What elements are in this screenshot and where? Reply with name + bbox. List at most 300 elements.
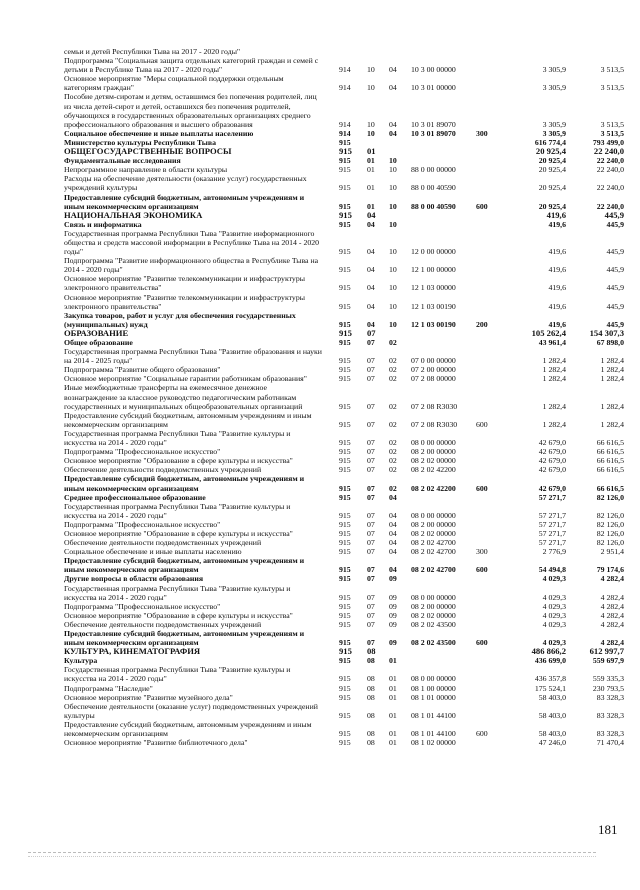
row-admin-code: 915	[339, 656, 351, 666]
row-subsection-code: 10	[389, 183, 397, 193]
row-description: Подпрограмма "Социальная защита отдельных категорий граждан и семей с детьми в Республике Тыва на 2017 - 2020 годы"	[64, 56, 319, 75]
row-section-code: 10	[367, 83, 375, 93]
row-sum-2019: 57 271,7	[538, 538, 566, 548]
row-description: Предоставление субсидий бюджетным, автономным учреждениям и иным некоммерческим организациям	[64, 719, 312, 739]
row-expense-type: 600	[476, 201, 488, 211]
row-subsection-code: 10	[389, 156, 397, 166]
row-target-code: 08 1 01 00000	[411, 692, 456, 702]
row-sum-2019: 42 679,0	[538, 465, 566, 475]
row-sum-2020: 1 282,4	[600, 419, 624, 429]
row-subsection-code: 02	[389, 419, 397, 429]
row-target-code: 07 2 08 R3030	[411, 419, 458, 429]
table-row	[64, 193, 624, 211]
row-target-code: 12 1 03 00190	[411, 301, 456, 311]
row-admin-code: 915	[339, 483, 351, 493]
table-row	[64, 74, 624, 92]
row-sum-2020: 3 513,5	[600, 83, 624, 93]
row-sum-2019: 57 271,7	[538, 510, 566, 520]
row-admin-code: 915	[339, 601, 351, 611]
row-section-code: 07	[367, 538, 375, 548]
row-subsection-code: 09	[389, 601, 397, 611]
row-sum-2019: 54 494,8	[538, 565, 566, 575]
row-admin-code: 915	[339, 301, 351, 311]
row-section-code: 07	[367, 574, 375, 584]
row-subsection-code: 04	[389, 492, 397, 502]
row-target-code: 08 0 00 00000	[411, 510, 456, 520]
table-row	[64, 538, 624, 547]
row-description: Государственная программа Республики Тыва "Развитие образования и науки на 2014 - 2025 годы"	[64, 347, 322, 366]
table-row	[64, 738, 624, 747]
row-target-code: 08 2 02 00000	[411, 610, 456, 620]
table-row	[64, 584, 624, 602]
row-admin-code: 915	[339, 729, 351, 739]
row-target-code: 07 2 08 00000	[411, 374, 456, 384]
row-section-code: 07	[367, 356, 375, 366]
row-sum-2019: 20 925,4	[538, 156, 566, 166]
row-target-code: 08 1 01 44100	[411, 710, 456, 720]
row-sum-2020: 230 793,5	[592, 683, 624, 693]
row-section-code: 04	[367, 301, 375, 311]
row-sum-2019: 419,6	[548, 247, 566, 257]
row-section-code: 04	[367, 219, 375, 229]
row-sum-2019: 486 866,2	[531, 646, 566, 657]
row-subsection-code: 02	[389, 438, 397, 448]
row-description: Основное мероприятие "Социальные гарантии работникам образования"	[64, 374, 307, 384]
row-sum-2020: 445,9	[606, 319, 624, 329]
row-sum-2020: 445,9	[606, 219, 624, 229]
table-row	[64, 156, 624, 165]
row-description: Иные межбюджетные трансферты на ежемесячное денежное вознаграждение за классное руководство педагогическим работникам государственных и муниципальных общеобразовательных организаций	[64, 383, 303, 411]
row-target-code: 07 2 08 R3030	[411, 401, 458, 411]
table-row	[64, 147, 624, 156]
row-subsection-code: 02	[389, 374, 397, 384]
row-description: НАЦИОНАЛЬНАЯ ЭКОНОМИКА	[64, 209, 203, 220]
table-row	[64, 56, 624, 74]
row-admin-code: 914	[339, 119, 351, 129]
row-admin-code: 915	[339, 209, 352, 220]
row-sum-2019: 436 357,8	[534, 674, 566, 684]
row-subsection-code: 01	[389, 729, 397, 739]
table-row	[64, 165, 624, 174]
row-subsection-code: 09	[389, 610, 397, 620]
row-admin-code: 915	[339, 374, 351, 384]
row-sum-2020: 82 126,0	[596, 510, 624, 520]
row-expense-type: 200	[476, 319, 488, 329]
row-section-code: 04	[367, 283, 375, 293]
table-row	[64, 338, 624, 347]
row-sum-2019: 4 029,3	[542, 574, 566, 584]
row-sum-2019: 42 679,0	[538, 438, 566, 448]
row-target-code: 07 2 00 00000	[411, 365, 456, 375]
row-sum-2020: 445,9	[606, 283, 624, 293]
table-row	[64, 502, 624, 520]
row-section-code: 08	[367, 729, 375, 739]
row-sum-2019: 42 679,0	[538, 456, 566, 466]
row-sum-2020: 83 328,3	[596, 692, 624, 702]
row-expense-type: 600	[476, 565, 488, 575]
row-section-code: 07	[367, 327, 376, 338]
row-sum-2020: 22 240,0	[596, 165, 624, 175]
table-row	[64, 547, 624, 556]
row-admin-code: 915	[339, 283, 351, 293]
row-sum-2020: 66 616,5	[596, 438, 624, 448]
row-admin-code: 915	[339, 465, 351, 475]
row-subsection-code: 02	[389, 356, 397, 366]
row-sum-2020: 66 616,5	[596, 447, 624, 457]
row-admin-code: 915	[339, 638, 351, 648]
row-sum-2019: 4 029,3	[542, 592, 566, 602]
row-admin-code: 915	[339, 692, 351, 702]
row-description: Обеспечение деятельности (оказание услуг) подведомственных учреждений культуры	[64, 701, 318, 720]
row-sum-2020: 67 898,0	[596, 338, 624, 347]
row-subsection-code: 04	[389, 547, 397, 557]
row-section-code: 07	[367, 547, 375, 557]
row-section-code: 07	[367, 447, 375, 457]
row-target-code: 88 0 00 00000	[411, 165, 456, 175]
row-admin-code: 915	[339, 619, 351, 629]
row-description: Закупка товаров, работ и услуг для обеспечения государственных (муниципальных) нужд	[64, 310, 296, 329]
row-sum-2019: 42 679,0	[538, 483, 566, 493]
row-admin-code: 915	[339, 419, 351, 429]
row-admin-code: 914	[339, 65, 351, 75]
row-sum-2019: 1 282,4	[542, 356, 566, 366]
row-section-code: 07	[367, 374, 375, 384]
footer-divider	[28, 852, 596, 853]
row-description: Предоставление субсидий бюджетным, автономным учреждениям и иным некоммерческим организациям	[64, 410, 312, 429]
row-admin-code: 915	[339, 319, 351, 329]
row-description: КУЛЬТУРА, КИНЕМАТОГРАФИЯ	[64, 646, 201, 657]
row-sum-2020: 83 328,3	[596, 729, 624, 739]
table-row	[64, 274, 624, 292]
row-sum-2019: 175 524,1	[534, 683, 566, 693]
row-admin-code: 915	[339, 137, 351, 147]
row-description: Государственная программа Республики Тыва "Развитие культуры и искусства на 2014 - 2020 годы"	[64, 583, 291, 602]
row-section-code: 07	[367, 492, 375, 502]
row-description: Министерство культуры Республики Тыва	[64, 137, 216, 147]
row-admin-code: 915	[339, 538, 351, 548]
row-sum-2020: 559 697,9	[592, 656, 624, 666]
row-admin-code: 915	[339, 565, 351, 575]
row-subsection-code: 09	[389, 619, 397, 629]
row-section-code: 07	[367, 465, 375, 475]
table-row	[64, 129, 624, 138]
row-sum-2020: 22 240,0	[596, 156, 624, 166]
row-admin-code: 915	[339, 492, 351, 502]
row-section-code: 04	[367, 247, 375, 257]
table-row	[64, 493, 624, 502]
row-description: Основное мероприятие "Развитие библиотечного дела"	[64, 738, 248, 748]
table-row	[64, 456, 624, 465]
row-description: Основное мероприятие "Образование в сфере культуры и искусства"	[64, 528, 293, 538]
table-row	[64, 693, 624, 702]
table-row	[64, 383, 624, 410]
row-admin-code: 915	[339, 165, 351, 175]
row-subsection-code: 10	[389, 283, 397, 293]
row-sum-2019: 57 271,7	[538, 519, 566, 529]
row-target-code: 10 3 01 00000	[411, 83, 456, 93]
row-subsection-code: 10	[389, 219, 397, 229]
row-subsection-code: 04	[389, 519, 397, 529]
row-sum-2020: 4 282,4	[600, 638, 624, 648]
row-section-code: 10	[367, 65, 375, 75]
row-subsection-code: 01	[389, 674, 397, 684]
row-sum-2020: 4 282,4	[600, 592, 624, 602]
row-subsection-code: 10	[389, 201, 397, 211]
row-sum-2020: 2 951,4	[600, 547, 624, 557]
table-row	[64, 447, 624, 456]
row-description: Пособие детям-сиротам и детям, оставшимся без попечения родителей, лиц из числа детей-сирот и детей, оставшихся без попечения родителей, обучающихся в государственных образовательных организациях среднего профессионального образования и высшего образования	[64, 92, 317, 129]
row-target-code: 08 2 00 00000	[411, 447, 456, 457]
row-target-code: 08 0 00 00000	[411, 674, 456, 684]
row-description: Фундаментальные исследования	[64, 156, 181, 166]
row-subsection-code: 01	[389, 710, 397, 720]
row-sum-2020: 1 282,4	[600, 356, 624, 366]
table-row	[64, 556, 624, 574]
table-row	[64, 92, 624, 128]
row-description: Предоставление субсидий бюджетным, автономным учреждениям и иным некоммерческим организациям	[64, 556, 305, 575]
row-section-code: 08	[367, 683, 375, 693]
row-subsection-code: 02	[389, 483, 397, 493]
row-admin-code: 915	[339, 683, 351, 693]
row-sum-2020: 3 513,5	[600, 65, 624, 75]
row-description: Социальное обеспечение и иные выплаты населению	[64, 547, 242, 557]
row-description: Основное мероприятие "Развитие телекоммуникации и инфраструктуры электронного правительства"	[64, 274, 305, 293]
row-subsection-code: 09	[389, 574, 397, 584]
row-sum-2019: 3 305,9	[542, 65, 566, 75]
row-admin-code: 915	[339, 547, 351, 557]
row-description: Общее образование	[64, 338, 133, 347]
row-description: Обеспечение деятельности подведомственных учреждений	[64, 538, 262, 548]
row-sum-2019: 43 961,4	[538, 338, 566, 347]
row-sum-2019: 58 403,0	[538, 729, 566, 739]
row-section-code: 07	[367, 419, 375, 429]
row-description: Основное мероприятие "Образование в сфере культуры и искусства"	[64, 610, 293, 620]
row-section-code: 07	[367, 619, 375, 629]
row-sum-2020: 4 282,4	[600, 601, 624, 611]
row-description: Подпрограмма "Профессиональное искусство"	[64, 601, 221, 611]
row-target-code: 08 1 01 44100	[411, 729, 456, 739]
row-expense-type: 600	[476, 729, 488, 739]
row-sum-2019: 20 925,4	[538, 201, 566, 211]
row-subsection-code: 09	[389, 592, 397, 602]
table-row	[64, 656, 624, 665]
table-row	[64, 256, 624, 274]
row-sum-2019: 419,6	[548, 283, 566, 293]
row-subsection-code: 04	[389, 119, 397, 129]
row-sum-2019: 2 776,9	[542, 547, 566, 557]
row-admin-code: 914	[339, 128, 351, 138]
row-description: Основное мероприятие "Меры социальной поддержки отдельным категориям граждан"	[64, 74, 284, 93]
row-description: Основное мероприятие "Развитие телекоммуникации и инфраструктуры электронного правительства"	[64, 292, 305, 311]
row-section-code: 08	[367, 674, 375, 684]
row-admin-code: 915	[339, 356, 351, 366]
row-target-code: 12 0 00 00000	[411, 247, 456, 257]
row-subsection-code: 02	[389, 456, 397, 466]
table-row	[64, 365, 624, 374]
row-sum-2020: 82 126,0	[596, 519, 624, 529]
row-target-code: 08 0 00 00000	[411, 592, 456, 602]
row-admin-code: 915	[339, 183, 351, 193]
row-admin-code: 915	[339, 674, 351, 684]
row-sum-2019: 419,6	[546, 209, 566, 220]
row-sum-2020: 793 499,0	[592, 137, 624, 147]
row-sum-2020: 4 282,4	[600, 610, 624, 620]
row-description: ОБЩЕГОСУДАРСТВЕННЫЕ ВОПРОСЫ	[64, 146, 232, 157]
row-description: Среднее профессиональное образование	[64, 492, 206, 502]
row-description: Другие вопросы в области образования	[64, 574, 204, 584]
row-target-code: 10 3 01 89070	[411, 119, 456, 129]
row-subsection-code: 02	[389, 465, 397, 475]
row-sum-2020: 83 328,3	[596, 710, 624, 720]
row-subsection-code: 04	[389, 510, 397, 520]
row-target-code: 08 2 02 42200	[411, 465, 456, 475]
row-description: Подпрограмма "Развитие общего образования"	[64, 365, 221, 375]
row-target-code: 08 2 00 00000	[411, 601, 456, 611]
row-sum-2019: 4 029,3	[542, 638, 566, 648]
table-row	[64, 411, 624, 429]
table-row	[64, 611, 624, 620]
row-sum-2020: 1 282,4	[600, 401, 624, 411]
row-section-code: 07	[367, 610, 375, 620]
row-admin-code: 915	[339, 219, 351, 229]
row-admin-code: 915	[339, 401, 351, 411]
row-expense-type: 300	[476, 128, 488, 138]
row-sum-2019: 1 282,4	[542, 401, 566, 411]
row-sum-2019: 20 925,4	[538, 183, 566, 193]
row-sum-2020: 1 282,4	[600, 374, 624, 384]
table-row	[64, 174, 624, 192]
row-subsection-code: 10	[389, 165, 397, 175]
row-sum-2020: 66 616,5	[596, 456, 624, 466]
row-section-code: 08	[367, 656, 375, 666]
row-sum-2019: 57 271,7	[538, 528, 566, 538]
row-description: Предоставление субсидий бюджетным, автономным учреждениям и иным некоммерческим организациям	[64, 192, 305, 211]
row-subsection-code: 02	[389, 338, 397, 347]
row-admin-code: 915	[339, 519, 351, 529]
row-subsection-code: 10	[389, 247, 397, 257]
row-sum-2019: 3 305,9	[542, 83, 566, 93]
row-admin-code: 915	[339, 438, 351, 448]
row-section-code: 08	[367, 738, 375, 748]
row-target-code: 08 2 00 00000	[411, 519, 456, 529]
row-sum-2020: 445,9	[604, 209, 624, 220]
row-admin-code: 915	[339, 456, 351, 466]
row-admin-code: 915	[339, 710, 351, 720]
row-target-code: 08 2 02 43500	[411, 638, 456, 648]
table-row	[64, 684, 624, 693]
row-description: Предоставление субсидий бюджетным, автономным учреждениям и иным некоммерческим организациям	[64, 629, 305, 648]
row-section-code: 07	[367, 365, 375, 375]
row-sum-2019: 3 305,9	[542, 128, 566, 138]
row-target-code: 08 2 02 42700	[411, 547, 456, 557]
row-description: Государственная программа Республики Тыва "Развитие культуры и искусства на 2014 - 2020 годы"	[64, 501, 291, 520]
row-section-code: 07	[367, 510, 375, 520]
row-sum-2019: 20 925,4	[538, 165, 566, 175]
row-section-code: 01	[367, 183, 375, 193]
row-admin-code: 915	[339, 646, 352, 657]
row-section-code: 10	[367, 119, 375, 129]
row-subsection-code: 02	[389, 365, 397, 375]
row-target-code: 08 2 02 43500	[411, 619, 456, 629]
row-sum-2019: 4 029,3	[542, 619, 566, 629]
row-sum-2019: 42 679,0	[538, 447, 566, 457]
row-admin-code: 915	[339, 327, 352, 338]
row-description: Обеспечение деятельности подведомственных учреждений	[64, 619, 262, 629]
row-target-code: 12 1 03 00190	[411, 319, 456, 329]
row-target-code: 12 1 03 00000	[411, 283, 456, 293]
row-sum-2019: 57 271,7	[538, 492, 566, 502]
row-sum-2020: 66 616,5	[596, 483, 624, 493]
row-sum-2020: 82 126,0	[596, 528, 624, 538]
row-sum-2019: 419,6	[548, 301, 566, 311]
row-sum-2019: 105 262,4	[531, 327, 566, 338]
row-description: Подпрограмма "Профессиональное искусство"	[64, 447, 221, 457]
table-row	[64, 647, 624, 656]
row-sum-2019: 3 305,9	[542, 119, 566, 129]
row-sum-2020: 3 513,5	[600, 119, 624, 129]
row-sum-2019: 4 029,3	[542, 601, 566, 611]
page-number: 181	[598, 822, 618, 837]
row-section-code: 07	[367, 519, 375, 529]
row-section-code: 07	[367, 338, 375, 347]
row-section-code: 07	[367, 483, 375, 493]
row-description: Непрограммное направление в области культуры	[64, 165, 228, 175]
table-row	[64, 720, 624, 738]
row-section-code: 01	[367, 165, 375, 175]
row-description: семьи и детей Республики Тыва на 2017 - 2020 годы"	[64, 47, 241, 56]
row-expense-type: 600	[476, 483, 488, 493]
table-row	[64, 474, 624, 492]
row-description: Подпрограмма "Развитие информационного общества в Республике Тыва на 2014 - 2020 годы"	[64, 256, 319, 275]
row-description: Социальное обеспечение и иные выплаты населению	[64, 128, 254, 138]
row-section-code: 01	[367, 201, 375, 211]
row-section-code: 08	[367, 692, 375, 702]
row-description: Государственная программа Республики Тыва "Развитие культуры и искусства на 2014 - 2020 годы"	[64, 428, 291, 448]
table-row	[64, 374, 624, 383]
row-subsection-code: 10	[389, 319, 397, 329]
row-sum-2019: 419,6	[548, 219, 566, 229]
row-sum-2019: 58 403,0	[538, 710, 566, 720]
row-admin-code: 914	[339, 83, 351, 93]
row-target-code: 08 0 00 00000	[411, 438, 456, 448]
row-description: Государственная программа Республики Тыва "Развитие информационного общества и средств массовой информации в Республике Тыва на 2014 - 2020 годы"	[64, 228, 320, 257]
row-sum-2020: 79 174,6	[596, 565, 624, 575]
row-sum-2020: 82 126,0	[596, 538, 624, 548]
row-section-code: 01	[367, 146, 376, 157]
row-sum-2020: 4 282,4	[600, 574, 624, 584]
row-description: Связь и информатика	[64, 219, 142, 229]
row-admin-code: 915	[339, 338, 351, 347]
table-row	[64, 220, 624, 229]
table-row	[64, 529, 624, 538]
row-section-code: 07	[367, 438, 375, 448]
row-admin-code: 915	[339, 738, 351, 748]
row-section-code: 01	[367, 156, 375, 166]
row-sum-2019: 20 925,4	[535, 146, 566, 157]
row-sum-2020: 445,9	[606, 247, 624, 257]
row-expense-type: 600	[476, 419, 488, 429]
row-description: Предоставление субсидий бюджетным, автономным учреждениям и иным некоммерческим организациям	[64, 474, 305, 493]
row-admin-code: 915	[339, 574, 351, 584]
row-description: Подпрограмма "Наследие"	[64, 683, 153, 693]
row-subsection-code: 10	[389, 265, 397, 275]
table-row	[64, 602, 624, 611]
row-target-code: 08 1 02 00000	[411, 738, 456, 748]
row-sum-2019: 616 774,4	[534, 137, 566, 147]
row-section-code: 07	[367, 601, 375, 611]
row-target-code: 08 2 02 00000	[411, 528, 456, 538]
row-sum-2020: 22 240,0	[596, 183, 624, 193]
